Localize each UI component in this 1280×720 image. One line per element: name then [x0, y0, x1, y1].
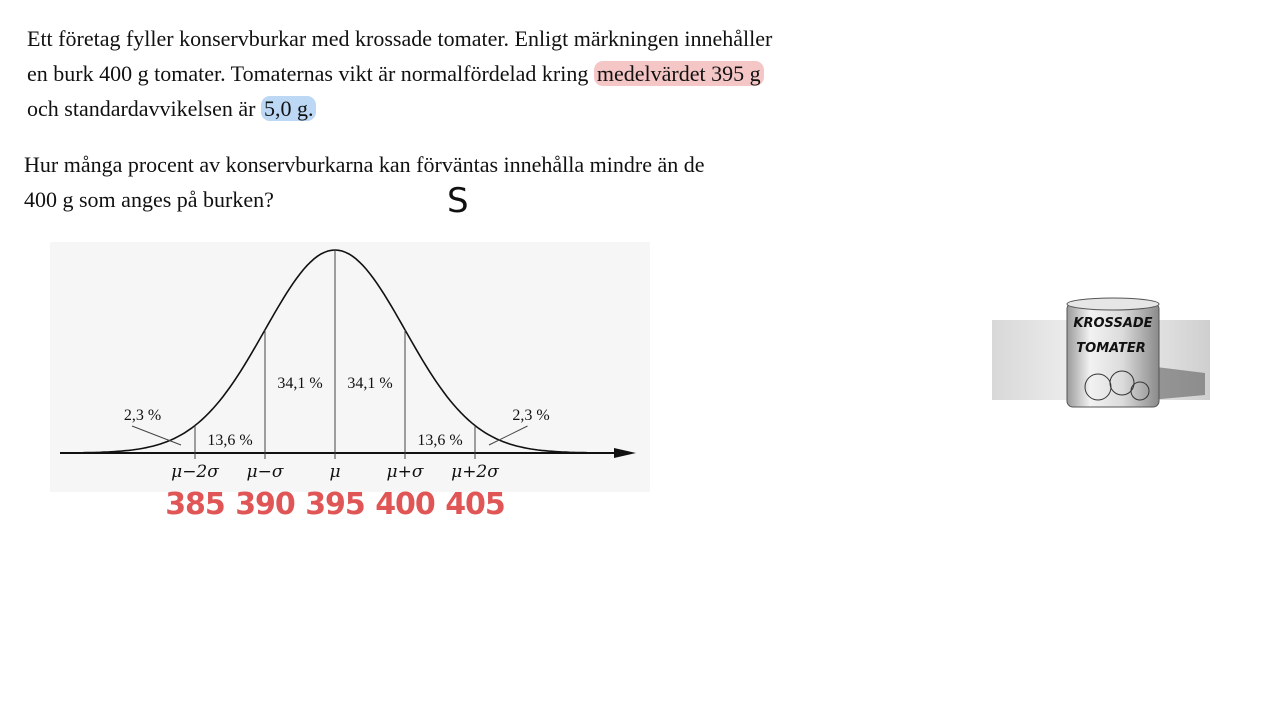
figure-background	[50, 242, 650, 492]
can-label-line-2: TOMATER	[1076, 341, 1146, 356]
region-percent-label: 34,1 %	[277, 375, 323, 392]
handwritten-value: 385	[165, 487, 225, 522]
question-line-1: Hur många procent av konservburkarna kan förväntas innehålla mindre än de	[24, 152, 705, 177]
problem-line-2	[27, 56, 772, 91]
problem-line-1: Ett företag fyller konservburkar med krossade tomater. Enligt märkningen innehåller	[27, 26, 773, 51]
x-tick-label: μ+σ	[386, 462, 424, 482]
problem-line-3	[27, 91, 772, 126]
handwritten-value: 400	[375, 487, 435, 522]
mean-highlight: medelvärdet 395 g	[594, 61, 764, 86]
region-percent-label: 2,3 %	[512, 407, 550, 424]
x-tick-label: μ	[329, 462, 341, 482]
handwritten-s-annotation: S	[447, 181, 469, 221]
x-tick-label: μ−σ	[246, 462, 284, 482]
region-percent-label: 34,1 %	[347, 375, 393, 392]
handwritten-value: 405	[445, 487, 505, 522]
tomato-can-illustration	[990, 295, 1212, 415]
tomato-can-image	[990, 295, 1212, 415]
region-percent-label: 2,3 %	[123, 407, 162, 424]
problem-line-3-text: och standardavvikelsen är	[27, 96, 261, 121]
can-label-line-1: KROSSADE	[1073, 316, 1153, 331]
handwritten-value: 390	[235, 487, 295, 522]
handwritten-value: 395	[305, 487, 365, 522]
problem-statement	[27, 21, 772, 126]
sd-highlight: 5,0 g.	[261, 96, 317, 121]
question-line-2: 400 g som anges på burken?	[24, 187, 274, 212]
question	[24, 147, 705, 217]
region-percent-label: 13,6 %	[207, 432, 253, 449]
region-percent-label: 13,6 %	[417, 432, 463, 449]
normal-distribution-figure	[50, 242, 650, 532]
can-lid	[1067, 298, 1159, 310]
problem-line-2-text: en burk 400 g tomater. Tomaternas vikt är normalfördelad kring	[27, 61, 594, 86]
normal-distribution-chart	[50, 242, 650, 532]
x-tick-label: μ−2σ	[171, 462, 219, 482]
x-tick-label: μ+2σ	[451, 462, 499, 482]
